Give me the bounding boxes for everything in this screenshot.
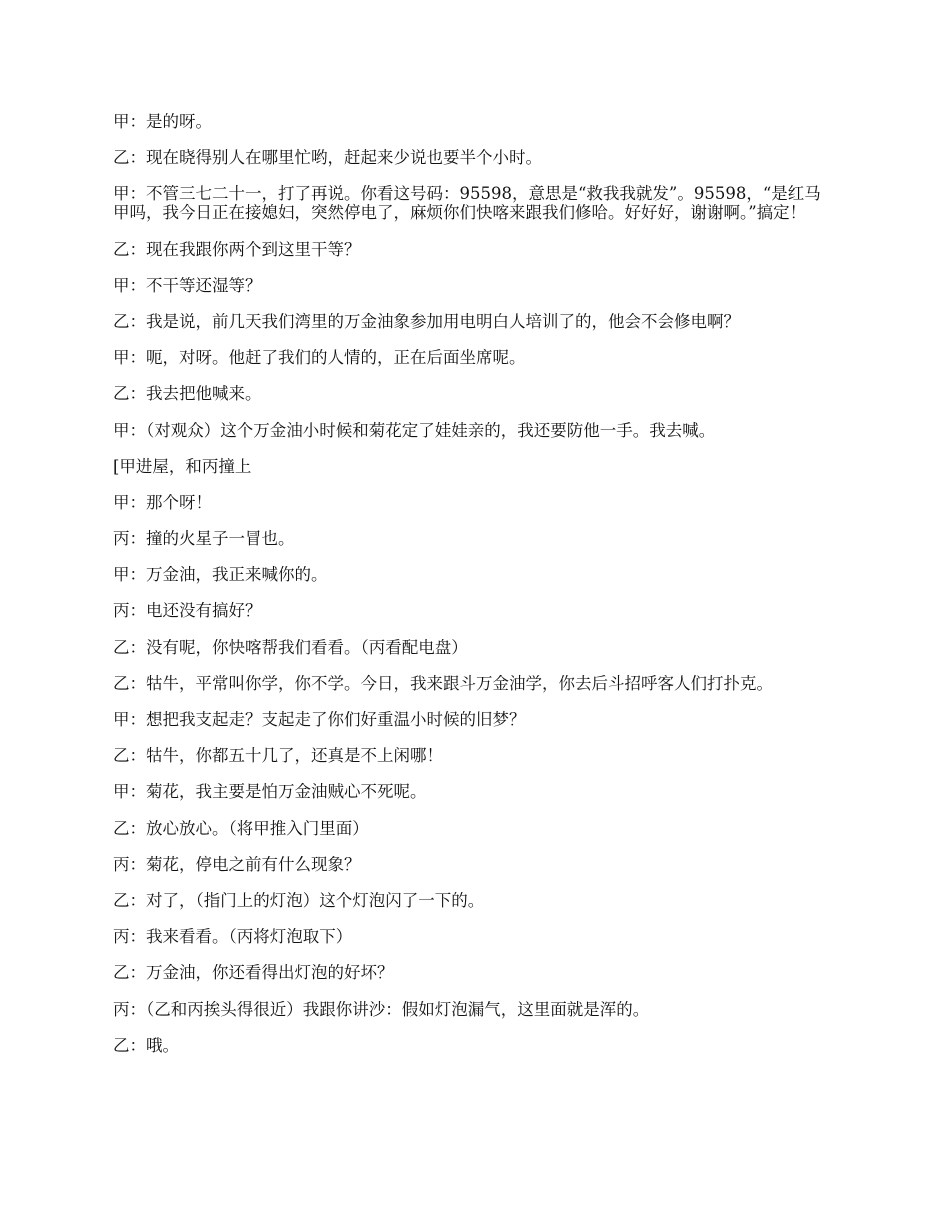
dialogue-line: 甲：是的呀。 <box>113 112 212 131</box>
dialogue-line: 丙：（乙和丙挨头得很近）我跟你讲沙：假如灯泡漏气，这里面就是浑的。 <box>113 999 650 1019</box>
dialogue-line: 乙：对了，（指门上的灯泡）这个灯泡闪了一下的。 <box>113 890 485 910</box>
script-body <box>113 112 835 1072</box>
dialogue-line: 乙：我是说，前几天我们湾里的万金油象参加用电明白人培训了的，他会不会修电啊？ <box>113 311 740 331</box>
dialogue-line: 乙：我去把他喊来。 <box>113 384 262 404</box>
dialogue-line: 乙：牯牛，平常叫你学，你不学。今日，我来跟斗万金油学，你去后斗招呼客人们打扑克。 <box>113 673 773 693</box>
dialogue-line: 甲：想把我支起走？支起走了你们好重温小时候的旧梦？ <box>113 710 526 729</box>
dialogue-line: 丙：撞的火星子一冒也。 <box>113 529 295 549</box>
dialogue-line: 甲：不管三七二十一，打了再说。你看这号码：95598，意思是“救我我就发”。95598，“是红马甲吗，我今日正在接媳妇，突然停电了，麻烦你们快喀来跟我们修哈。好好好，谢谢啊。”搞定！ <box>113 184 821 223</box>
dialogue-line: 甲：（对观众）这个万金油小时候和菊花定了娃娃亲的，我还要防他一手。我去喊。 <box>113 420 716 440</box>
dialogue-line: 乙：没有呢，你快喀帮我们看看。（丙看配电盘） <box>113 637 468 657</box>
dialogue-line: 乙：现在晓得别人在哪里忙哟，赶起来少说也要半个小时。 <box>113 148 542 168</box>
dialogue-line: 乙：万金油，你还看得出灯泡的好坏？ <box>113 963 394 983</box>
dialogue-line: 丙：电还没有搞好？ <box>113 601 262 621</box>
dialogue-line: 甲：不干等还湿等？ <box>113 275 262 295</box>
dialogue-line: 甲：菊花，我主要是怕万金油贼心不死呢。 <box>113 782 427 802</box>
dialogue-line: 甲：呃，对呀。他赶了我们的人情的，正在后面坐席呢。 <box>113 348 526 368</box>
dialogue-line: 甲：那个呀！ <box>113 492 212 512</box>
dialogue-line: 丙：我来看看。（丙将灯泡取下） <box>113 927 353 947</box>
dialogue-line: 乙：现在我跟你两个到这里干等？ <box>113 239 361 259</box>
dialogue-line: 丙：菊花，停电之前有什么现象？ <box>113 854 361 874</box>
dialogue-line: 乙：哦。 <box>113 1035 179 1055</box>
dialogue-line: 乙：牯牛，你都五十几了，还真是不上闲哪！ <box>113 746 443 766</box>
dialogue-line: 乙：放心放心。（将甲推入门里面） <box>113 818 369 838</box>
dialogue-line: 甲：万金油，我正来喊你的。 <box>113 565 328 585</box>
stage-direction: [甲进屋，和丙撞上 <box>113 456 252 476</box>
